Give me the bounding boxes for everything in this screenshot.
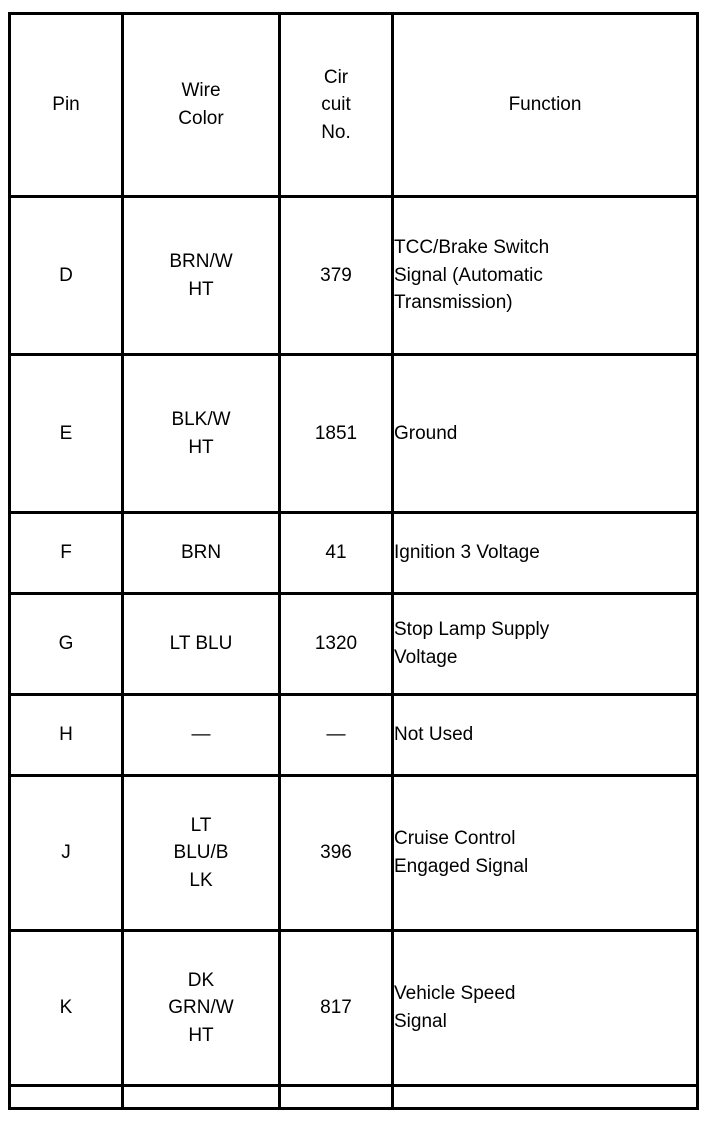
cell-circuit-no: 1851 — [280, 355, 393, 513]
connector-pinout-table — [8, 12, 699, 1110]
cell-pin: J — [10, 776, 123, 931]
table-row — [10, 594, 698, 695]
cell-circuit-no: — — [280, 695, 393, 776]
cell-circuit-no: 396 — [280, 776, 393, 931]
cell-function: Cruise Control Engaged Signal — [393, 776, 698, 931]
cell-wire-color: DK GRN/W HT — [123, 931, 280, 1086]
cell-wire-color: BLK/W HT — [123, 355, 280, 513]
cell-wire-color: LT BLU — [123, 594, 280, 695]
cell-wire-color: — — [123, 695, 280, 776]
cell-function: Ground — [393, 355, 698, 513]
table-row — [10, 355, 698, 513]
table-row — [10, 513, 698, 594]
column-header-function: Function — [393, 14, 698, 197]
cell-wire-color: BRN/W HT — [123, 197, 280, 355]
cell-circuit-no: 41 — [280, 513, 393, 594]
cell-function: Ignition 3 Voltage — [393, 513, 698, 594]
cell-pin — [10, 1086, 123, 1109]
cell-function: Stop Lamp Supply Voltage — [393, 594, 698, 695]
table-header-row — [10, 14, 698, 197]
cell-circuit-no: 379 — [280, 197, 393, 355]
table-row — [10, 197, 698, 355]
cell-function — [393, 1086, 698, 1109]
cell-pin: E — [10, 355, 123, 513]
cell-wire-color — [123, 1086, 280, 1109]
cell-function: Not Used — [393, 695, 698, 776]
column-header-pin: Pin — [10, 14, 123, 197]
table-body — [10, 197, 698, 1109]
cell-wire-color: LT BLU/B LK — [123, 776, 280, 931]
table-row-partial — [10, 1086, 698, 1109]
cell-wire-color: BRN — [123, 513, 280, 594]
cell-pin: F — [10, 513, 123, 594]
cell-function: Vehicle Speed Signal — [393, 931, 698, 1086]
column-header-wire-color: Wire Color — [123, 14, 280, 197]
cell-pin: H — [10, 695, 123, 776]
cell-circuit-no: 1320 — [280, 594, 393, 695]
cell-pin: K — [10, 931, 123, 1086]
table-header — [10, 14, 698, 197]
cell-circuit-no: 817 — [280, 931, 393, 1086]
table-row — [10, 931, 698, 1086]
table-row — [10, 695, 698, 776]
cell-pin: G — [10, 594, 123, 695]
table-row — [10, 776, 698, 931]
column-header-circuit-no: Cir cuit No. — [280, 14, 393, 197]
cell-function: TCC/Brake Switch Signal (Automatic Transmission) — [393, 197, 698, 355]
cell-circuit-no — [280, 1086, 393, 1109]
cell-pin: D — [10, 197, 123, 355]
